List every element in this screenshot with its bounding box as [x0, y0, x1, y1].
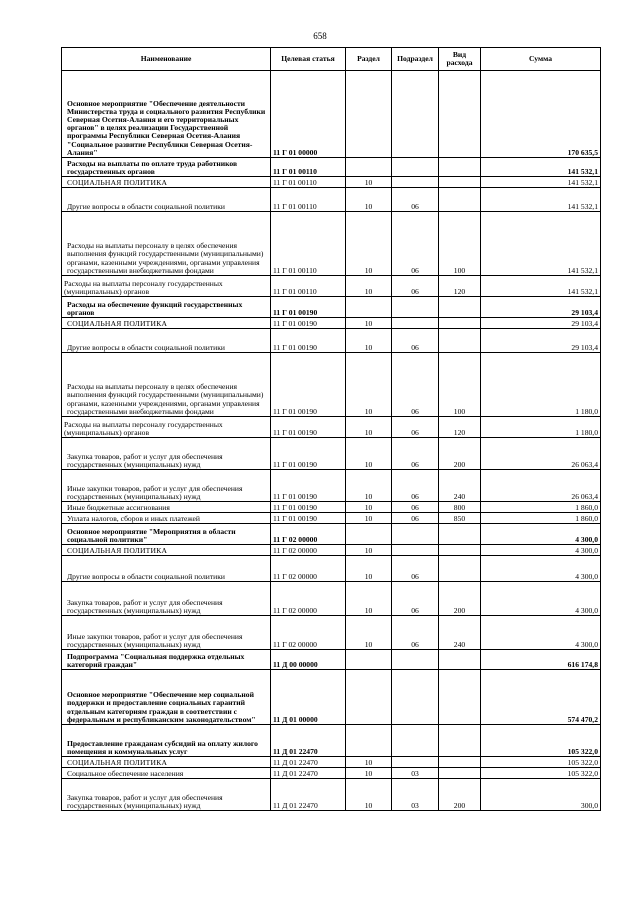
- row-code: 11 Г 01 00190: [271, 470, 346, 502]
- row-section: 10: [346, 329, 392, 353]
- row-code: 11 Г 01 00110: [271, 188, 346, 212]
- row-name: СОЦИАЛЬНАЯ ПОЛИТИКА: [62, 757, 271, 768]
- row-code: 11 Г 01 00000: [271, 71, 346, 158]
- table-row: [62, 212, 601, 276]
- row-type: [439, 725, 481, 757]
- row-subsection: 06: [392, 438, 439, 470]
- row-name: Иные закупки товаров, работ и услуг для обеспечения государственных (муниципальных) нужд: [62, 470, 271, 502]
- row-type: 200: [439, 438, 481, 470]
- row-code: 11 Г 01 00110: [271, 212, 346, 276]
- row-section: [346, 650, 392, 670]
- row-section: 10: [346, 582, 392, 616]
- row-name: Расходы на обеспечение функций государственных органов: [62, 297, 271, 318]
- row-section: 10: [346, 318, 392, 329]
- row-type: 120: [439, 417, 481, 438]
- row-name: Другие вопросы в области социальной политики: [62, 556, 271, 582]
- row-subsection: [392, 670, 439, 725]
- row-name: Расходы на выплаты персоналу в целях обеспечения выполнения функций государственными (муниципальными) органами, казенными учреждениями, органами управления государственными внебюджетными фондами: [62, 353, 271, 417]
- row-code: 11 Г 01 00190: [271, 318, 346, 329]
- row-subsection: 06: [392, 502, 439, 513]
- row-name: Основное мероприятие "Обеспечение мер социальной поддержки и предоставление социальных гарантий отдельным категориям граждан в соответствии с федеральным и республиканским законодательством": [62, 670, 271, 725]
- row-name: Основное мероприятие "Обеспечение деятельности Министерства труда и социального развития Республики Северная Осетия-Алания и его территориальных органов" в целях реализации Государственной программы Республики Северная Осетия-Алания "Социальное развитие Республики Северная Осетия-Алания": [62, 71, 271, 158]
- row-type: 200: [439, 582, 481, 616]
- row-type: 800: [439, 502, 481, 513]
- row-subsection: 06: [392, 188, 439, 212]
- table-row: [62, 616, 601, 650]
- row-section: 10: [346, 556, 392, 582]
- row-type: [439, 556, 481, 582]
- row-sum: 26 063,4: [481, 438, 601, 470]
- row-subsection: 06: [392, 276, 439, 297]
- row-name: Социальное обеспечение населения: [62, 768, 271, 779]
- row-name: Подпрограмма "Социальная поддержка отдельных категорий граждан": [62, 650, 271, 670]
- row-section: [346, 71, 392, 158]
- row-subsection: [392, 297, 439, 318]
- table-row: [62, 582, 601, 616]
- row-section: 10: [346, 353, 392, 417]
- table-row: [62, 757, 601, 768]
- row-type: [439, 318, 481, 329]
- row-sum: 574 470,2: [481, 670, 601, 725]
- row-section: 10: [346, 616, 392, 650]
- table-row: [62, 768, 601, 779]
- row-name: Иные бюджетные ассигнования: [62, 502, 271, 513]
- row-name: Предоставление гражданам субсидий на оплату жилого помещения и коммунальных услуг: [62, 725, 271, 757]
- row-type: 200: [439, 779, 481, 811]
- row-code: 11 Г 01 00110: [271, 276, 346, 297]
- row-type: [439, 71, 481, 158]
- table-row: [62, 670, 601, 725]
- table-row: [62, 158, 601, 177]
- row-type: [439, 177, 481, 188]
- row-subsection: [392, 725, 439, 757]
- row-name: СОЦИАЛЬНАЯ ПОЛИТИКА: [62, 318, 271, 329]
- row-type: 100: [439, 353, 481, 417]
- row-sum: 141 532,1: [481, 158, 601, 177]
- table-row: [62, 524, 601, 545]
- row-type: [439, 158, 481, 177]
- row-name: СОЦИАЛЬНАЯ ПОЛИТИКА: [62, 177, 271, 188]
- table-row: [62, 318, 601, 329]
- row-sum: 4 300,0: [481, 616, 601, 650]
- row-sum: 1 180,0: [481, 417, 601, 438]
- row-name: Иные закупки товаров, работ и услуг для обеспечения государственных (муниципальных) нужд: [62, 616, 271, 650]
- row-code: 11 Г 02 00000: [271, 524, 346, 545]
- row-section: [346, 297, 392, 318]
- row-sum: 1 860,0: [481, 513, 601, 524]
- table-header-row: [62, 48, 601, 71]
- row-section: 10: [346, 502, 392, 513]
- row-code: 11 Д 01 00000: [271, 670, 346, 725]
- row-sum: 300,0: [481, 779, 601, 811]
- row-type: [439, 329, 481, 353]
- row-section: [346, 670, 392, 725]
- row-sum: 1 860,0: [481, 502, 601, 513]
- header-subsection: Подраздел: [392, 48, 439, 71]
- row-type: [439, 670, 481, 725]
- row-name: Расходы на выплаты по оплате труда работников государственных органов: [62, 158, 271, 177]
- table-row: [62, 188, 601, 212]
- row-section: 10: [346, 545, 392, 556]
- table-row: [62, 353, 601, 417]
- row-sum: 4 300,0: [481, 582, 601, 616]
- row-code: 11 Д 01 22470: [271, 768, 346, 779]
- row-subsection: 06: [392, 329, 439, 353]
- row-section: [346, 158, 392, 177]
- row-type: 240: [439, 616, 481, 650]
- row-section: 10: [346, 438, 392, 470]
- row-section: 10: [346, 417, 392, 438]
- table-row: [62, 438, 601, 470]
- row-sum: 29 103,4: [481, 329, 601, 353]
- row-code: 11 Г 01 00110: [271, 177, 346, 188]
- row-type: [439, 757, 481, 768]
- table-row: [62, 177, 601, 188]
- row-sum: 616 174,8: [481, 650, 601, 670]
- row-type: [439, 768, 481, 779]
- row-sum: 105 322,0: [481, 725, 601, 757]
- row-sum: 29 103,4: [481, 297, 601, 318]
- row-subsection: 03: [392, 768, 439, 779]
- row-section: 10: [346, 779, 392, 811]
- row-subsection: [392, 757, 439, 768]
- table-row: [62, 470, 601, 502]
- table-row: [62, 329, 601, 353]
- row-code: 11 Г 02 00000: [271, 616, 346, 650]
- row-subsection: [392, 650, 439, 670]
- table-row: [62, 545, 601, 556]
- row-sum: 141 532,1: [481, 276, 601, 297]
- table-row: [62, 650, 601, 670]
- row-code: 11 Г 01 00190: [271, 297, 346, 318]
- row-section: 10: [346, 757, 392, 768]
- table-row: [62, 417, 601, 438]
- row-section: [346, 725, 392, 757]
- row-subsection: 06: [392, 212, 439, 276]
- table-row: [62, 276, 601, 297]
- header-section: Раздел: [346, 48, 392, 71]
- row-sum: 170 635,5: [481, 71, 601, 158]
- row-type: [439, 524, 481, 545]
- row-subsection: 03: [392, 779, 439, 811]
- row-type: 100: [439, 212, 481, 276]
- header-sum: Сумма: [481, 48, 601, 71]
- row-type: 850: [439, 513, 481, 524]
- table-row: [62, 71, 601, 158]
- budget-table: [61, 47, 601, 811]
- table-row: [62, 779, 601, 811]
- row-code: 11 Г 02 00000: [271, 556, 346, 582]
- table-row: [62, 513, 601, 524]
- row-sum: 141 532,1: [481, 188, 601, 212]
- header-name: Наименование: [62, 48, 271, 71]
- row-subsection: [392, 545, 439, 556]
- table-row: [62, 502, 601, 513]
- row-subsection: 06: [392, 556, 439, 582]
- row-code: 11 Г 01 00190: [271, 417, 346, 438]
- row-sum: 4 300,0: [481, 556, 601, 582]
- row-subsection: 06: [392, 616, 439, 650]
- header-target: Целевая статья: [271, 48, 346, 71]
- row-sum: 141 532,1: [481, 177, 601, 188]
- row-code: 11 Г 02 00000: [271, 545, 346, 556]
- row-code: 11 Д 00 00000: [271, 650, 346, 670]
- row-name: Расходы на выплаты персоналу государственных (муниципальных) органов: [62, 276, 271, 297]
- header-expense-type: Вид расхода: [439, 48, 481, 71]
- row-code: 11 Г 01 00190: [271, 353, 346, 417]
- row-section: 10: [346, 470, 392, 502]
- row-code: 11 Д 01 22470: [271, 779, 346, 811]
- row-type: [439, 545, 481, 556]
- page-number: 658: [313, 31, 327, 41]
- row-sum: 1 180,0: [481, 353, 601, 417]
- row-subsection: [392, 177, 439, 188]
- row-name: Закупка товаров, работ и услуг для обеспечения государственных (муниципальных) нужд: [62, 779, 271, 811]
- row-subsection: [392, 318, 439, 329]
- row-code: 11 Д 01 22470: [271, 725, 346, 757]
- row-name: Расходы на выплаты персоналу в целях обеспечения выполнения функций государственными (муниципальными) органами, казенными учреждениями, органами управления государственными внебюджетными фондами: [62, 212, 271, 276]
- row-subsection: 06: [392, 417, 439, 438]
- row-type: [439, 188, 481, 212]
- row-name: Уплата налогов, сборов и иных платежей: [62, 513, 271, 524]
- row-name: СОЦИАЛЬНАЯ ПОЛИТИКА: [62, 545, 271, 556]
- row-name: Основное мероприятие "Мероприятия в области социальной политики": [62, 524, 271, 545]
- row-subsection: 06: [392, 470, 439, 502]
- row-section: 10: [346, 212, 392, 276]
- row-subsection: [392, 71, 439, 158]
- table-row: [62, 725, 601, 757]
- row-name: Другие вопросы в области социальной политики: [62, 188, 271, 212]
- row-section: [346, 524, 392, 545]
- row-subsection: 06: [392, 513, 439, 524]
- row-section: 10: [346, 276, 392, 297]
- row-section: 10: [346, 768, 392, 779]
- row-subsection: [392, 524, 439, 545]
- row-code: 11 Г 01 00110: [271, 158, 346, 177]
- row-sum: 141 532,1: [481, 212, 601, 276]
- table-row: [62, 297, 601, 318]
- row-name: Другие вопросы в области социальной политики: [62, 329, 271, 353]
- row-name: Закупка товаров, работ и услуг для обеспечения государственных (муниципальных) нужд: [62, 438, 271, 470]
- row-section: 10: [346, 188, 392, 212]
- row-section: 10: [346, 513, 392, 524]
- row-sum: 105 322,0: [481, 757, 601, 768]
- row-name: Расходы на выплаты персоналу государственных (муниципальных) органов: [62, 417, 271, 438]
- row-sum: 105 322,0: [481, 768, 601, 779]
- row-code: 11 Г 01 00190: [271, 438, 346, 470]
- row-type: [439, 297, 481, 318]
- row-subsection: 06: [392, 353, 439, 417]
- row-type: 240: [439, 470, 481, 502]
- row-code: 11 Д 01 22470: [271, 757, 346, 768]
- row-sum: 29 103,4: [481, 318, 601, 329]
- row-code: 11 Г 01 00190: [271, 502, 346, 513]
- row-code: 11 Г 02 00000: [271, 582, 346, 616]
- row-section: 10: [346, 177, 392, 188]
- row-name: Закупка товаров, работ и услуг для обеспечения государственных (муниципальных) нужд: [62, 582, 271, 616]
- row-type: [439, 650, 481, 670]
- row-sum: 4 300,0: [481, 545, 601, 556]
- row-sum: 26 063,4: [481, 470, 601, 502]
- row-sum: 4 300,0: [481, 524, 601, 545]
- table-row: [62, 556, 601, 582]
- row-type: 120: [439, 276, 481, 297]
- row-subsection: [392, 158, 439, 177]
- row-subsection: 06: [392, 582, 439, 616]
- row-code: 11 Г 01 00190: [271, 513, 346, 524]
- row-code: 11 Г 01 00190: [271, 329, 346, 353]
